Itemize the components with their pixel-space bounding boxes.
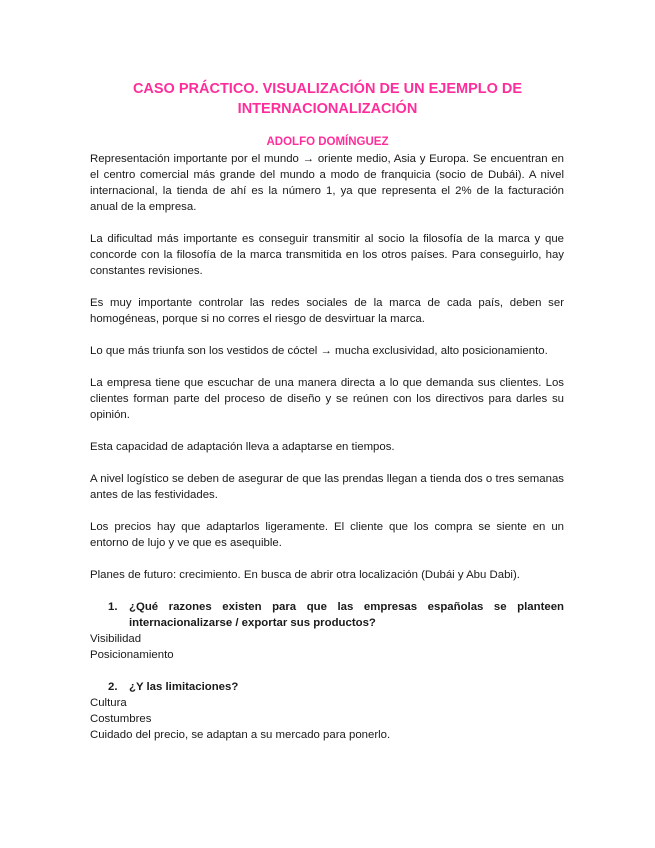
paragraph-7: A nivel logístico se deben de asegurar de que las prendas llegan a tienda dos o tres semanas antes de las festividades. (90, 473, 564, 501)
paragraph-9: Planes de futuro: crecimiento. En busca de abrir otra localización (Dubái y Abu Dabi). (90, 569, 520, 581)
author-heading: ADOLFO DOMÍNGUEZ (266, 136, 389, 148)
spacer (90, 663, 564, 679)
document-body (90, 151, 564, 743)
document-title (90, 79, 565, 119)
paragraph-6: Esta capacidad de adaptación lleva a adaptarse en tiempos. (90, 441, 395, 453)
paragraph-2: La dificultad más importante es conseguir transmitir al socio la filosofía de la marca y que concorde con la filosofía de la marca transmitida en los otros países. Para conseguirlo, hay constantes revisiones. (90, 233, 564, 277)
question-1-text: ¿Qué razones existen para que las empresas españolas se planteen internacionalizarse / exportar sus productos? (129, 601, 564, 629)
paragraph-5: La empresa tiene que escuchar de una manera directa a lo que demanda sus clientes. Los clientes forman parte del proceso de diseño y se reúnen con los directivos para darles su opinión. (90, 377, 564, 421)
paragraph-8: Los precios hay que adaptarlos ligeramente. El cliente que los compra se siente en un entorno de lujo y ve que es asequible. (90, 521, 564, 549)
question-2-text: ¿Y las limitaciones? (129, 681, 239, 693)
answer-item: Cuidado del precio, se adaptan a su mercado para ponerlo. (90, 729, 391, 741)
paragraph-4: Lo que más triunfa son los vestidos de cóctel → mucha exclusividad, alto posicionamiento. (90, 345, 548, 357)
paragraph-3: Es muy importante controlar las redes sociales de la marca de cada país, deben ser homogéneas, porque si no corres el riesgo de desvirtuar la marca. (90, 297, 564, 325)
answer-item: Costumbres (90, 713, 152, 725)
paragraph-1: Representación importante por el mundo → oriente medio, Asia y Europa. Se encuentran en el centro comercial más grande del mundo a modo de franquicia (socio de Dubái). A nivel internacional, la tienda de ahí es la número 1, ya que representa el 2% de la facturación anual de la empresa. (90, 153, 564, 213)
title-line-2: INTERNACIONALIZACIÓN (237, 101, 418, 117)
answer-item: Visibilidad (90, 633, 142, 645)
answer-item: Cultura (90, 697, 127, 709)
question-1-number: 1. (108, 601, 118, 613)
question-2 (90, 679, 564, 695)
question-1 (90, 599, 564, 631)
question-2-number: 2. (108, 681, 118, 693)
answer-item: Posicionamiento (90, 649, 174, 661)
title-line-1: CASO PRÁCTICO. VISUALIZACIÓN DE UN EJEMPLO DE (132, 81, 523, 97)
